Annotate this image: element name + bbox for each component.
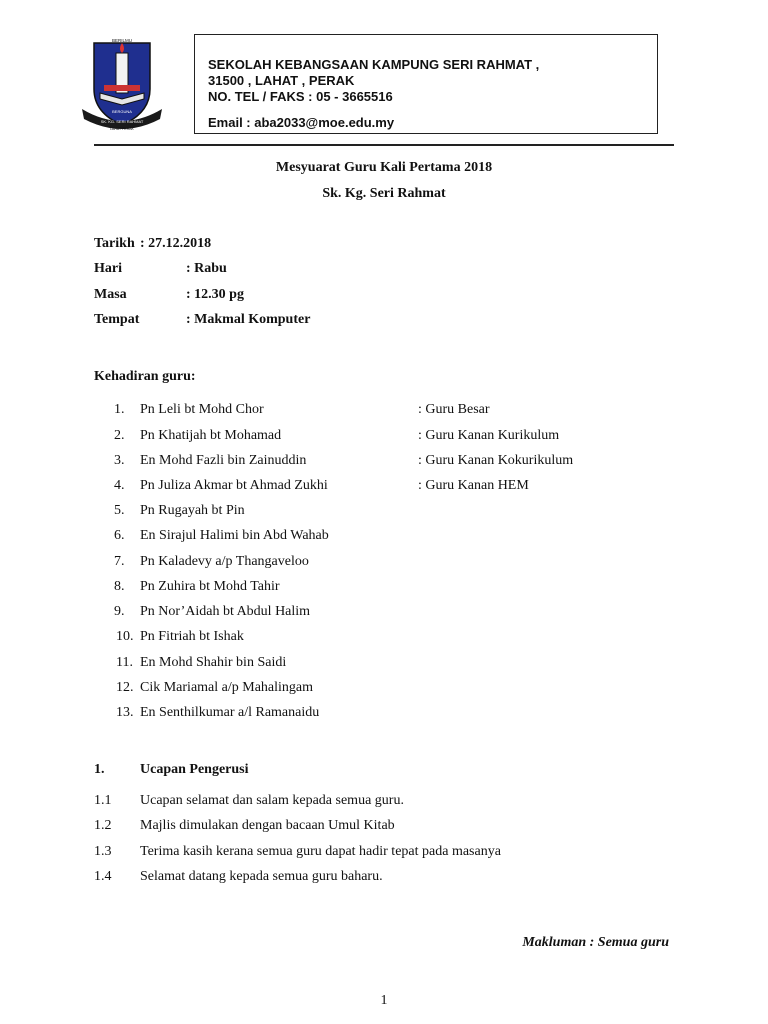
- detail-value-venue: : Makmal Komputer: [186, 312, 311, 327]
- attendance-name: En Sirajul Halimi bin Abd Wahab: [140, 528, 329, 543]
- attendance-name: Pn Fitriah bt Ishak: [140, 629, 244, 644]
- attendance-num: 6.: [114, 528, 125, 543]
- attendance-num: 7.: [114, 554, 125, 569]
- attendance-name: En Mohd Shahir bin Saidi: [140, 655, 287, 670]
- attendance-role: : Guru Kanan Kurikulum: [418, 428, 560, 443]
- attendance-name: Cik Mariamal a/p Mahalingam: [140, 680, 314, 695]
- attendance-name: En Senthilkumar a/l Ramanaidu: [140, 705, 320, 720]
- attendance-num: 4.: [114, 478, 125, 493]
- section-item-num: 1.4: [94, 869, 112, 884]
- attendance-num: 12.: [116, 680, 134, 695]
- attendance-role: : Guru Kanan Kokurikulum: [418, 453, 574, 468]
- detail-label-date: Tarikh: [94, 236, 135, 251]
- attendance-num: 13.: [116, 705, 134, 720]
- attendance-num: 10.: [116, 629, 134, 644]
- attendance-name: Pn Leli bt Mohd Chor: [140, 402, 264, 417]
- attendance-name: Pn Nor’Aidah bt Abdul Halim: [140, 604, 311, 619]
- logo-top-text: BERILMU: [111, 38, 133, 43]
- section-item-text: Ucapan selamat dan salam kepada semua guru.: [140, 793, 404, 808]
- attendance-name: Pn Rugayah bt Pin: [140, 503, 245, 518]
- section-item-text: Majlis dimulakan dengan bacaan Umul Kitab: [140, 818, 395, 833]
- section-number: 1.: [94, 762, 105, 777]
- section-item-num: 1.3: [94, 844, 112, 859]
- attendance-name: Pn Khatijah bt Mohamad: [140, 428, 282, 443]
- school-header-box: [194, 34, 658, 134]
- section-item-text: Selamat datang kepada semua guru baharu.: [140, 869, 383, 884]
- page-subtitle: Sk. Kg. Seri Rahmat: [322, 186, 446, 201]
- attendance-num: 2.: [114, 428, 125, 443]
- section-item-num: 1.1: [94, 793, 112, 808]
- school-email: Email : aba2033@moe.edu.my: [208, 115, 395, 130]
- logo-ribbon-text: SK. KG. SERI RAHMAT: [100, 119, 144, 124]
- attendance-num: 8.: [114, 579, 125, 594]
- logo-bottom-text: BERGUNA: [112, 109, 132, 114]
- attendance-heading: Kehadiran guru:: [94, 369, 196, 384]
- attendance-num: 5.: [114, 503, 125, 518]
- school-name: SEKOLAH KEBANGSAAN KAMPUNG SERI RAHMAT ,: [208, 57, 540, 72]
- note-text: Makluman : Semua guru: [522, 935, 669, 950]
- attendance-name: Pn Kaladevy a/p Thangaveloo: [140, 554, 309, 569]
- school-phone: NO. TEL / FAKS : 05 - 3665516: [208, 89, 393, 104]
- school-address: 31500 , LAHAT , PERAK: [208, 73, 355, 88]
- attendance-name: Pn Juliza Akmar bt Ahmad Zukhi: [140, 478, 328, 493]
- header-divider: [94, 144, 674, 146]
- detail-value-day: : Rabu: [186, 261, 227, 276]
- detail-label-venue: Tempat: [94, 312, 140, 327]
- attendance-role: : Guru Besar: [418, 402, 490, 417]
- detail-value-time: : 12.30 pg: [186, 287, 244, 302]
- attendance-name: Pn Zuhira bt Mohd Tahir: [140, 579, 280, 594]
- attendance-role: : Guru Kanan HEM: [418, 478, 529, 493]
- page-title: Mesyuarat Guru Kali Pertama 2018: [275, 160, 493, 175]
- detail-label-time: Masa: [94, 287, 127, 302]
- detail-value-date: : 27.12.2018: [140, 236, 212, 251]
- logo-base-text: LAHAT PERAK: [110, 127, 134, 131]
- school-crest-logo: [80, 37, 164, 133]
- detail-label-day: Hari: [94, 261, 122, 276]
- page-number: 1: [380, 993, 388, 1008]
- attendance-num: 9.: [114, 604, 125, 619]
- attendance-num: 11.: [116, 655, 133, 670]
- section-item-text: Terima kasih kerana semua guru dapat hadir tepat pada masanya: [140, 844, 501, 859]
- attendance-num: 3.: [114, 453, 125, 468]
- section-title: Ucapan Pengerusi: [140, 762, 249, 777]
- section-item-num: 1.2: [94, 818, 112, 833]
- attendance-name: En Mohd Fazli bin Zainuddin: [140, 453, 307, 468]
- attendance-num: 1.: [114, 402, 125, 417]
